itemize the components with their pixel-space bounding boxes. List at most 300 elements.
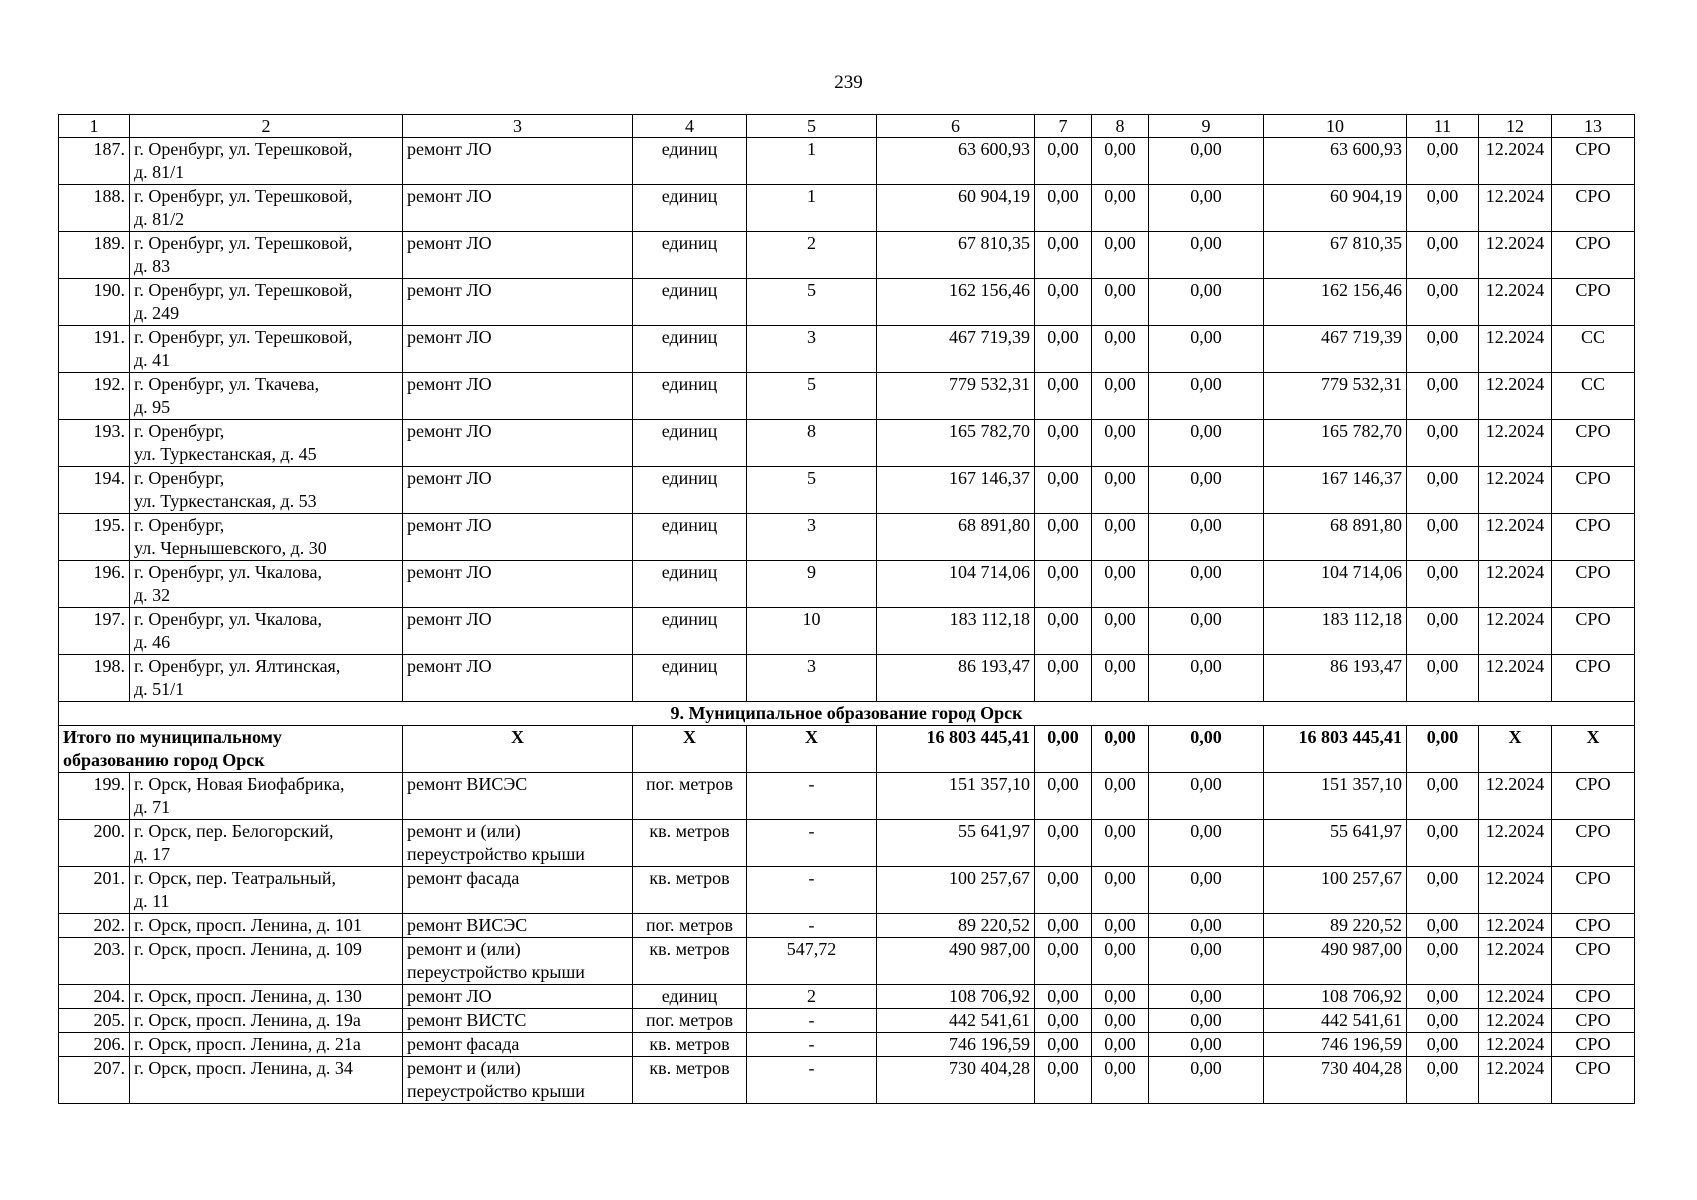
cost-fund-cell: 162 156,46 — [1264, 279, 1407, 326]
value-cell: 0,00 — [1092, 373, 1149, 420]
unit-cell: единиц — [633, 232, 747, 279]
work-type-cell-line: ремонт ЛО — [407, 609, 492, 629]
total-value: 0,00 — [1035, 726, 1092, 773]
deadline-cell: 12.2024 — [1479, 420, 1552, 467]
work-type-cell-line: ремонт ЛО — [407, 656, 492, 676]
address-cell — [130, 1057, 403, 1104]
funding-source-cell: СРО — [1552, 985, 1635, 1009]
cost-total-cell: 63 600,93 — [877, 138, 1035, 185]
funding-source-cell: СРО — [1552, 1057, 1635, 1104]
value-cell: 0,00 — [1035, 373, 1092, 420]
work-type-cell-line: ремонт ВИСЭС — [407, 915, 528, 935]
value-cell: 0,00 — [1149, 467, 1264, 514]
address-cell — [130, 373, 403, 420]
work-type-cell — [403, 279, 633, 326]
address-cell-line: г. Орск, пер. Театральный, — [134, 868, 337, 888]
total-value: 16 803 445,41 — [877, 726, 1035, 773]
quantity-cell: - — [747, 1033, 877, 1057]
cost-fund-cell: 100 257,67 — [1264, 867, 1407, 914]
value-cell: 0,00 — [1407, 938, 1479, 985]
address-cell-line: г. Оренбург, — [134, 421, 225, 441]
cost-total-cell: 162 156,46 — [877, 279, 1035, 326]
row-number: 194. — [59, 467, 130, 514]
address-cell-line: г. Оренбург, ул. Ялтинская, — [134, 656, 341, 676]
table-row — [59, 561, 1635, 608]
section-title: 9. Муниципальное образование город Орск — [59, 702, 1635, 726]
table-row — [59, 514, 1635, 561]
funding-source-cell: СРО — [1552, 914, 1635, 938]
value-cell: 0,00 — [1149, 1033, 1264, 1057]
cost-total-cell: 730 404,28 — [877, 1057, 1035, 1104]
row-number: 196. — [59, 561, 130, 608]
deadline-cell: 12.2024 — [1479, 608, 1552, 655]
value-cell: 0,00 — [1035, 985, 1092, 1009]
cost-fund-cell: 779 532,31 — [1264, 373, 1407, 420]
value-cell: 0,00 — [1092, 914, 1149, 938]
work-type-cell — [403, 420, 633, 467]
cost-fund-cell: 67 810,35 — [1264, 232, 1407, 279]
column-header: 1 — [59, 115, 130, 138]
funding-source-cell: СРО — [1552, 232, 1635, 279]
table-row — [59, 608, 1635, 655]
quantity-cell: 8 — [747, 420, 877, 467]
value-cell: 0,00 — [1092, 820, 1149, 867]
address-cell-line: г. Оренбург, ул. Чкалова, — [134, 609, 323, 629]
address-cell-line: г. Орск, Новая Биофабрика, — [134, 774, 345, 794]
address-cell-line: г. Оренбург, ул. Терешковой, — [134, 233, 353, 253]
deadline-cell: 12.2024 — [1479, 373, 1552, 420]
deadline-cell: 12.2024 — [1479, 467, 1552, 514]
quantity-cell: - — [747, 820, 877, 867]
row-number: 188. — [59, 185, 130, 232]
address-cell-line: г. Оренбург, ул. Терешковой, — [134, 327, 353, 347]
value-cell: 0,00 — [1407, 608, 1479, 655]
address-cell — [130, 467, 403, 514]
value-cell: 0,00 — [1407, 1057, 1479, 1104]
funding-source-cell: СРО — [1552, 655, 1635, 702]
value-cell: 0,00 — [1035, 561, 1092, 608]
cost-fund-cell: 68 891,80 — [1264, 514, 1407, 561]
address-cell — [130, 655, 403, 702]
unit-cell: кв. метров — [633, 820, 747, 867]
value-cell: 0,00 — [1035, 232, 1092, 279]
unit-cell: единиц — [633, 373, 747, 420]
deadline-cell: 12.2024 — [1479, 138, 1552, 185]
deadline-cell: 12.2024 — [1479, 279, 1552, 326]
value-cell: 0,00 — [1035, 1057, 1092, 1104]
work-type-cell-line: ремонт ВИСЭС — [407, 774, 528, 794]
deadline-cell: 12.2024 — [1479, 773, 1552, 820]
funding-source-cell: СРО — [1552, 561, 1635, 608]
value-cell: 0,00 — [1407, 420, 1479, 467]
address-cell-line: г. Орск, просп. Ленина, д. 21а — [134, 1034, 361, 1054]
table-row — [59, 326, 1635, 373]
value-cell: 0,00 — [1092, 185, 1149, 232]
funding-source-cell: СРО — [1552, 867, 1635, 914]
address-cell-line: д. 81/2 — [134, 209, 185, 229]
quantity-cell: 3 — [747, 655, 877, 702]
address-cell — [130, 138, 403, 185]
value-cell: 0,00 — [1092, 1033, 1149, 1057]
quantity-cell: 3 — [747, 326, 877, 373]
value-cell: 0,00 — [1407, 467, 1479, 514]
value-cell: 0,00 — [1407, 820, 1479, 867]
value-cell: 0,00 — [1092, 326, 1149, 373]
value-cell: 0,00 — [1092, 985, 1149, 1009]
value-cell: 0,00 — [1149, 820, 1264, 867]
deadline-cell: 12.2024 — [1479, 655, 1552, 702]
value-cell: 0,00 — [1092, 867, 1149, 914]
value-cell: 0,00 — [1149, 232, 1264, 279]
quantity-cell: 3 — [747, 514, 877, 561]
value-cell: 0,00 — [1407, 655, 1479, 702]
address-cell-line: г. Орск, просп. Ленина, д. 130 — [134, 986, 362, 1006]
funding-source-cell: СРО — [1552, 1033, 1635, 1057]
column-header: 6 — [877, 115, 1035, 138]
table-row — [59, 1009, 1635, 1033]
row-number: 207. — [59, 1057, 130, 1104]
address-cell-line: г. Оренбург, ул. Терешковой, — [134, 186, 353, 206]
row-number: 195. — [59, 514, 130, 561]
cost-fund-cell: 165 782,70 — [1264, 420, 1407, 467]
page-number: 239 — [834, 72, 863, 93]
unit-cell: единиц — [633, 514, 747, 561]
work-type-cell — [403, 561, 633, 608]
work-type-cell-line: переустройство крыши — [407, 962, 585, 982]
quantity-cell: - — [747, 914, 877, 938]
work-type-cell — [403, 1009, 633, 1033]
column-header: 11 — [1407, 115, 1479, 138]
funding-source-cell: СС — [1552, 326, 1635, 373]
work-type-cell — [403, 938, 633, 985]
unit-cell: кв. метров — [633, 867, 747, 914]
cost-total-cell: 490 987,00 — [877, 938, 1035, 985]
value-cell: 0,00 — [1035, 655, 1092, 702]
work-type-cell — [403, 467, 633, 514]
value-cell: 0,00 — [1407, 561, 1479, 608]
value-cell: 0,00 — [1407, 985, 1479, 1009]
value-cell: 0,00 — [1035, 420, 1092, 467]
row-number: 199. — [59, 773, 130, 820]
deadline-cell: 12.2024 — [1479, 561, 1552, 608]
address-cell-line: г. Орск, просп. Ленина, д. 109 — [134, 939, 362, 959]
value-cell: 0,00 — [1035, 820, 1092, 867]
total-label-line: образованию город Орск — [63, 750, 265, 770]
address-cell-line: д. 95 — [134, 397, 171, 417]
address-cell — [130, 867, 403, 914]
value-cell: 0,00 — [1407, 1009, 1479, 1033]
column-number-header-row — [59, 115, 1635, 138]
value-cell: 0,00 — [1092, 514, 1149, 561]
table-row — [59, 420, 1635, 467]
address-cell — [130, 279, 403, 326]
column-header: 5 — [747, 115, 877, 138]
work-type-cell — [403, 820, 633, 867]
value-cell: 0,00 — [1149, 138, 1264, 185]
cost-total-cell: 86 193,47 — [877, 655, 1035, 702]
table-row — [59, 1033, 1635, 1057]
value-cell: 0,00 — [1092, 279, 1149, 326]
value-cell: 0,00 — [1092, 1009, 1149, 1033]
quantity-cell: 5 — [747, 373, 877, 420]
address-cell — [130, 820, 403, 867]
cost-fund-cell: 167 146,37 — [1264, 467, 1407, 514]
cost-fund-cell: 442 541,61 — [1264, 1009, 1407, 1033]
unit-cell: единиц — [633, 279, 747, 326]
address-cell-line: д. 41 — [134, 350, 171, 370]
quantity-cell: 5 — [747, 279, 877, 326]
address-cell — [130, 514, 403, 561]
row-number: 200. — [59, 820, 130, 867]
table-row — [59, 185, 1635, 232]
address-cell — [130, 561, 403, 608]
table-row — [59, 914, 1635, 938]
value-cell: 0,00 — [1149, 773, 1264, 820]
section-header-row — [59, 702, 1635, 726]
unit-cell: кв. метров — [633, 1033, 747, 1057]
value-cell: 0,00 — [1407, 867, 1479, 914]
table-row — [59, 655, 1635, 702]
deadline-cell: 12.2024 — [1479, 514, 1552, 561]
value-cell: 0,00 — [1092, 773, 1149, 820]
cost-fund-cell: 151 357,10 — [1264, 773, 1407, 820]
row-number: 197. — [59, 608, 130, 655]
work-type-cell — [403, 1057, 633, 1104]
total-label-line: Итого по муниципальному — [63, 727, 282, 747]
address-cell-line: д. 83 — [134, 256, 171, 276]
address-cell — [130, 326, 403, 373]
address-cell-line: г. Орск, просп. Ленина, д. 19а — [134, 1010, 361, 1030]
funding-source-cell: СРО — [1552, 279, 1635, 326]
value-cell: 0,00 — [1035, 514, 1092, 561]
value-cell: 0,00 — [1035, 1009, 1092, 1033]
address-cell-line: д. 32 — [134, 585, 171, 605]
work-type-cell-line: ремонт ЛО — [407, 327, 492, 347]
value-cell: 0,00 — [1035, 867, 1092, 914]
address-cell-line: г. Орск, просп. Ленина, д. 101 — [134, 915, 362, 935]
cost-total-cell: 442 541,61 — [877, 1009, 1035, 1033]
work-type-cell-line: ремонт и (или) — [407, 821, 521, 841]
value-cell: 0,00 — [1149, 373, 1264, 420]
table-row — [59, 985, 1635, 1009]
value-cell: 0,00 — [1407, 373, 1479, 420]
funding-source-cell: СРО — [1552, 938, 1635, 985]
quantity-cell: - — [747, 773, 877, 820]
cost-fund-cell: 490 987,00 — [1264, 938, 1407, 985]
total-value: 0,00 — [1149, 726, 1264, 773]
work-type-cell — [403, 867, 633, 914]
value-cell: 0,00 — [1149, 420, 1264, 467]
table-row — [59, 773, 1635, 820]
address-cell — [130, 1033, 403, 1057]
total-label — [59, 726, 403, 773]
cost-fund-cell: 104 714,06 — [1264, 561, 1407, 608]
value-cell: 0,00 — [1149, 914, 1264, 938]
work-type-cell — [403, 232, 633, 279]
address-cell-line: г. Оренбург, ул. Терешковой, — [134, 280, 353, 300]
row-number: 204. — [59, 985, 130, 1009]
column-header: 10 — [1264, 115, 1407, 138]
cost-fund-cell: 89 220,52 — [1264, 914, 1407, 938]
address-cell — [130, 1009, 403, 1033]
value-cell: 0,00 — [1407, 1033, 1479, 1057]
value-cell: 0,00 — [1149, 279, 1264, 326]
cost-total-cell: 104 714,06 — [877, 561, 1035, 608]
cost-total-cell: 55 641,97 — [877, 820, 1035, 867]
address-cell — [130, 914, 403, 938]
value-cell: 0,00 — [1407, 773, 1479, 820]
address-cell — [130, 608, 403, 655]
cost-fund-cell: 746 196,59 — [1264, 1033, 1407, 1057]
work-type-cell-line: ремонт ЛО — [407, 139, 492, 159]
work-type-cell-line: ремонт ЛО — [407, 233, 492, 253]
cost-total-cell: 100 257,67 — [877, 867, 1035, 914]
address-cell-line: ул. Чернышевского, д. 30 — [134, 538, 327, 558]
value-cell: 0,00 — [1035, 608, 1092, 655]
work-type-cell-line: ремонт ЛО — [407, 468, 492, 488]
address-cell-line: д. 46 — [134, 632, 171, 652]
funding-source-cell: СРО — [1552, 608, 1635, 655]
row-number: 192. — [59, 373, 130, 420]
work-type-cell — [403, 985, 633, 1009]
value-cell: 0,00 — [1035, 938, 1092, 985]
value-cell: 0,00 — [1149, 938, 1264, 985]
funding-source-cell: СРО — [1552, 138, 1635, 185]
value-cell: 0,00 — [1092, 608, 1149, 655]
quantity-cell: 9 — [747, 561, 877, 608]
column-header: 8 — [1092, 115, 1149, 138]
work-type-cell-line: переустройство крыши — [407, 844, 585, 864]
address-cell-line: д. 51/1 — [134, 679, 185, 699]
address-cell — [130, 420, 403, 467]
address-cell — [130, 232, 403, 279]
column-header: 13 — [1552, 115, 1635, 138]
address-cell-line: г. Оренбург, ул. Терешковой, — [134, 139, 353, 159]
unit-cell: пог. метров — [633, 773, 747, 820]
address-cell-line: г. Орск, пер. Белогорский, — [134, 821, 334, 841]
deadline-cell: 12.2024 — [1479, 326, 1552, 373]
value-cell: 0,00 — [1092, 938, 1149, 985]
value-cell: 0,00 — [1149, 326, 1264, 373]
row-number: 206. — [59, 1033, 130, 1057]
funding-source-cell: СРО — [1552, 1009, 1635, 1033]
work-type-cell-line: ремонт фасада — [407, 868, 520, 888]
total-value: Х — [1479, 726, 1552, 773]
row-number: 201. — [59, 867, 130, 914]
value-cell: 0,00 — [1149, 1057, 1264, 1104]
table-row — [59, 279, 1635, 326]
value-cell: 0,00 — [1407, 326, 1479, 373]
address-cell — [130, 185, 403, 232]
work-type-cell-line: ремонт ВИСТС — [407, 1010, 527, 1030]
cost-fund-cell: 63 600,93 — [1264, 138, 1407, 185]
deadline-cell: 12.2024 — [1479, 914, 1552, 938]
unit-cell: кв. метров — [633, 938, 747, 985]
deadline-cell: 12.2024 — [1479, 232, 1552, 279]
cost-total-cell: 467 719,39 — [877, 326, 1035, 373]
quantity-cell: - — [747, 1057, 877, 1104]
deadline-cell: 12.2024 — [1479, 820, 1552, 867]
value-cell: 0,00 — [1149, 514, 1264, 561]
funding-source-cell: СРО — [1552, 820, 1635, 867]
total-value: Х — [633, 726, 747, 773]
work-type-cell-line: ремонт ЛО — [407, 280, 492, 300]
total-value: Х — [747, 726, 877, 773]
quantity-cell: 2 — [747, 232, 877, 279]
address-cell — [130, 938, 403, 985]
value-cell: 0,00 — [1035, 914, 1092, 938]
unit-cell: единиц — [633, 185, 747, 232]
column-header: 9 — [1149, 115, 1264, 138]
address-cell-line: г. Оренбург, ул. Чкалова, — [134, 562, 323, 582]
row-number: 189. — [59, 232, 130, 279]
capital-repair-table — [58, 114, 1635, 1104]
deadline-cell: 12.2024 — [1479, 867, 1552, 914]
work-type-cell-line: ремонт ЛО — [407, 515, 492, 535]
cost-fund-cell: 108 706,92 — [1264, 985, 1407, 1009]
cost-fund-cell: 86 193,47 — [1264, 655, 1407, 702]
total-value: Х — [403, 726, 633, 773]
work-type-cell-line: ремонт и (или) — [407, 1058, 521, 1078]
quantity-cell: - — [747, 1009, 877, 1033]
cost-total-cell: 165 782,70 — [877, 420, 1035, 467]
work-type-cell-line: переустройство крыши — [407, 1081, 585, 1101]
value-cell: 0,00 — [1035, 1033, 1092, 1057]
total-value: 0,00 — [1407, 726, 1479, 773]
value-cell: 0,00 — [1407, 279, 1479, 326]
address-cell — [130, 773, 403, 820]
unit-cell: кв. метров — [633, 1057, 747, 1104]
work-type-cell — [403, 185, 633, 232]
value-cell: 0,00 — [1407, 185, 1479, 232]
cost-total-cell: 151 357,10 — [877, 773, 1035, 820]
deadline-cell: 12.2024 — [1479, 985, 1552, 1009]
unit-cell: единиц — [633, 608, 747, 655]
funding-source-cell: СРО — [1552, 467, 1635, 514]
funding-source-cell: СРО — [1552, 420, 1635, 467]
deadline-cell: 12.2024 — [1479, 938, 1552, 985]
unit-cell: единиц — [633, 420, 747, 467]
unit-cell: единиц — [633, 138, 747, 185]
work-type-cell — [403, 1033, 633, 1057]
address-cell-line: г. Оренбург, ул. Ткачева, — [134, 374, 320, 394]
column-header: 2 — [130, 115, 403, 138]
column-header: 7 — [1035, 115, 1092, 138]
quantity-cell: 2 — [747, 985, 877, 1009]
value-cell: 0,00 — [1092, 138, 1149, 185]
table-row — [59, 820, 1635, 867]
funding-source-cell: СРО — [1552, 185, 1635, 232]
cost-total-cell: 68 891,80 — [877, 514, 1035, 561]
value-cell: 0,00 — [1092, 655, 1149, 702]
quantity-cell: - — [747, 867, 877, 914]
column-header: 12 — [1479, 115, 1552, 138]
address-cell-line: ул. Туркестанская, д. 53 — [134, 491, 317, 511]
work-type-cell-line: ремонт ЛО — [407, 562, 492, 582]
work-type-cell — [403, 514, 633, 561]
cost-total-cell: 183 112,18 — [877, 608, 1035, 655]
unit-cell: пог. метров — [633, 914, 747, 938]
address-cell-line: г. Орск, просп. Ленина, д. 34 — [134, 1058, 353, 1078]
deadline-cell: 12.2024 — [1479, 185, 1552, 232]
value-cell: 0,00 — [1149, 608, 1264, 655]
column-header: 3 — [403, 115, 633, 138]
table-row — [59, 138, 1635, 185]
cost-fund-cell: 55 641,97 — [1264, 820, 1407, 867]
quantity-cell: 10 — [747, 608, 877, 655]
cost-total-cell: 746 196,59 — [877, 1033, 1035, 1057]
work-type-cell-line: ремонт и (или) — [407, 939, 521, 959]
